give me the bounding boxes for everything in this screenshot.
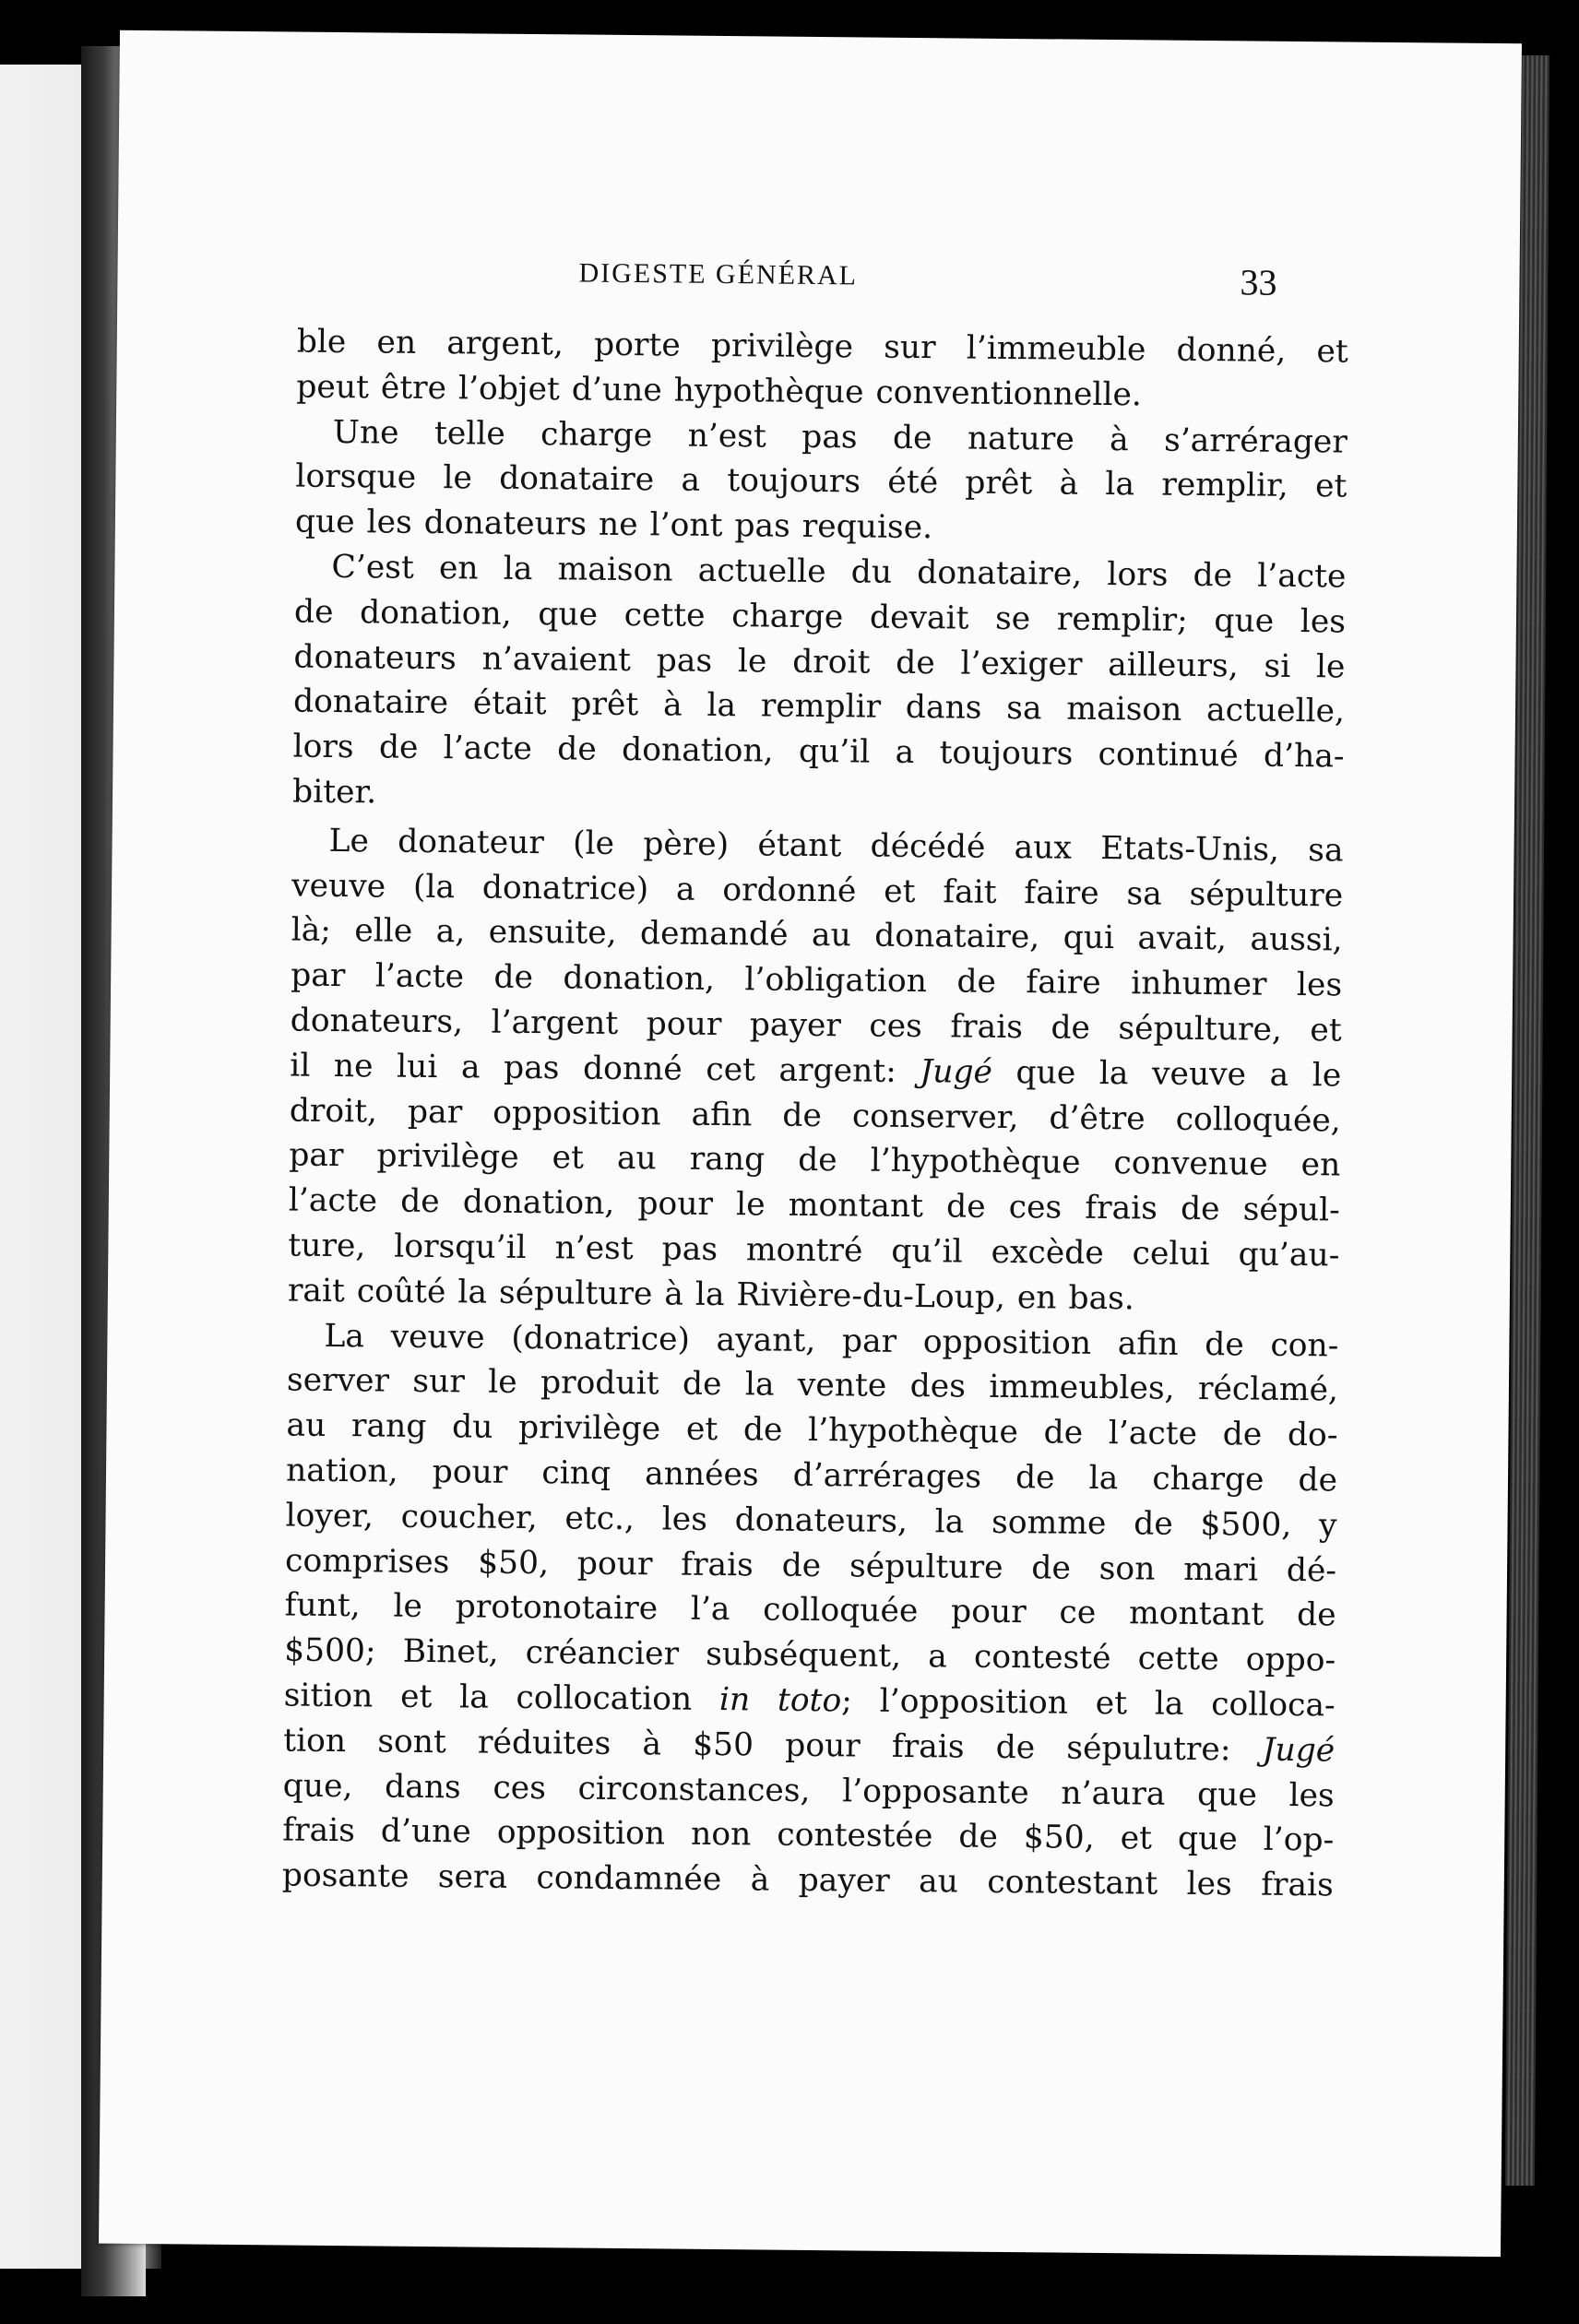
text-line: là; elle a, ensuite, demandé au donataire, qui avait, aussi,: [291, 911, 1343, 959]
paragraph: [295, 409, 1347, 554]
text-line: ble en argent, porte privilège sur l’immeuble donné, et: [296, 323, 1348, 371]
text-line: posante sera condamnée à payer au contestant les frais: [281, 1856, 1334, 1904]
text-line: l’acte de donation, pour le montant de ces frais de sépul-: [288, 1181, 1341, 1229]
text-line: Le donateur (le père) étant décédé aux Etats-Unis, sa: [328, 822, 1344, 870]
running-title: DIGESTE GÉNÉRAL: [578, 257, 859, 291]
text-line: que les donateurs ne l’ont pas requise.: [294, 503, 933, 547]
italic-term: in toto: [718, 1680, 842, 1720]
paragraph: [296, 320, 1348, 421]
text-line: comprises $50, pour frais de sépulture de son mari dé-: [284, 1542, 1337, 1589]
text-line: par l’acte de donation, l’obligation de faire inhumer les: [291, 956, 1343, 1004]
text-line: La veuve (donatrice) ayant, par opposition afin de con-: [324, 1317, 1339, 1364]
text-line: rait coûté la sépulture à la Rivière-du-Loup, en bas.: [287, 1272, 1134, 1318]
text-segment: il ne lui a pas donné cet argent:: [290, 1047, 896, 1090]
text-line: que, dans ces circonstances, l’opposante n’aura que les: [282, 1766, 1335, 1814]
text-line: Une telle charge n’est pas de nature à s’arrérager: [332, 413, 1348, 461]
running-head: [117, 254, 1520, 323]
text-segment: tion sont réduites à $50 pour frais de sépulutre:: [283, 1722, 1231, 1769]
text-segment: sition et la collocation: [283, 1677, 693, 1718]
text-line: frais d’une opposition non contestée de $50, et que l’op-: [282, 1811, 1335, 1859]
text-line: de donation, que cette charge devait se remplir; que les: [293, 593, 1347, 641]
text-line: nation, pour cinq années d’arrérages de la charge de: [285, 1452, 1338, 1500]
text-line: loyer, coucher, etc., les donateurs, la somme de $500, y: [285, 1497, 1337, 1545]
text-line: ture, lorsqu’il n’est pas montré qu’il excède celui qu’au-: [288, 1227, 1340, 1275]
text-line: donateurs n’avaient pas le droit de l’exiger ailleurs, si le: [293, 638, 1346, 686]
text-line: donateurs, l’argent pour payer ces frais de sépulture, et: [290, 1002, 1342, 1049]
text-line: funt, le protonotaire l’a colloquée pour ce montant de: [284, 1586, 1336, 1634]
body-text: [282, 320, 1348, 1909]
italic-term: Jugé: [920, 1052, 993, 1091]
text-segment: que la veuve a le: [1015, 1053, 1342, 1095]
text-segment: ; l’opposition et la colloca-: [841, 1682, 1336, 1725]
text-line: peut être l’objet d’une hypothèque conventionnelle.: [296, 368, 1143, 414]
book-page: [99, 30, 1522, 2257]
paragraph: [288, 818, 1344, 1323]
text-line: par privilège et au rang de l’hypothèque convenue en: [289, 1136, 1341, 1184]
text-line: droit, par opposition afin de conserver, d’être colloquée,: [289, 1092, 1341, 1140]
text-line: veuve (la donatrice) a ordonné et fait faire sa sépulture: [291, 867, 1344, 915]
text-line: donataire était prêt à la remplir dans sa maison actuelle,: [292, 682, 1346, 730]
page-number: 33: [1240, 261, 1277, 303]
paragraph: [282, 1313, 1339, 1908]
text-line: lorsque le donataire a toujours été prêt à la remplir, et: [295, 457, 1347, 505]
text-line: lors de l’acte de donation, qu’il a toujours continué d’ha-: [292, 728, 1345, 776]
italic-term: Jugé: [1262, 1731, 1336, 1770]
text-line: au rang du privilège et de l’hypothèque de l’acte de do-: [286, 1406, 1338, 1454]
text-line: C’est en la maison actuelle du donataire, lors de l’acte: [331, 548, 1347, 596]
text-line: $500; Binet, créancier subséquent, a contesté cette oppo-: [283, 1631, 1336, 1679]
text-line: server sur le produit de la vente des immeubles, réclamé,: [286, 1361, 1339, 1409]
text-line: biter.: [291, 773, 377, 812]
paragraph: [292, 545, 1347, 825]
